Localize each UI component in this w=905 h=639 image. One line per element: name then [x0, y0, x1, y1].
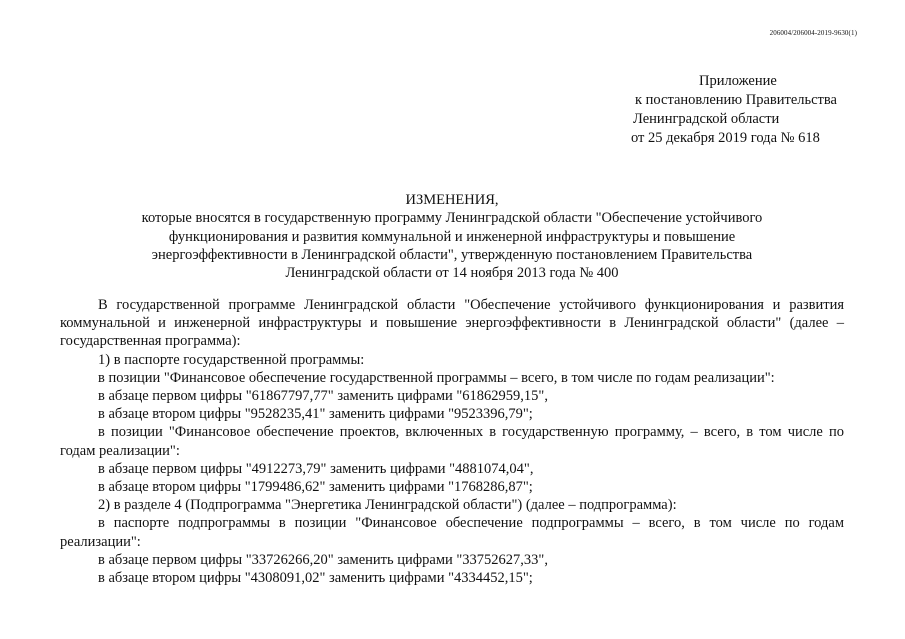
title-heading: ИЗМЕНЕНИЯ, — [405, 192, 499, 208]
title-line: энергоэффективности в Ленинградской области", утвержденную постановлением Правительства — [151, 246, 753, 263]
appendix-title: Приложение — [699, 73, 777, 89]
title-line: которые вносятся в государственную программу Ленинградской области "Обеспечение устойчивого — [141, 210, 763, 227]
paragraph: в позиции "Финансовое обеспечение проектов, включенных в государственную программу, – всего, в том числе по годам реализации": — [60, 424, 844, 459]
paragraph: в абзаце втором цифры "9528235,41" заменить цифрами "9523396,79"; — [98, 406, 533, 423]
document-id: 206004/206004-2019-9630(1) — [769, 29, 857, 37]
appendix-block — [631, 72, 837, 148]
paragraph: в абзаце первом цифры "61867797,77" заменить цифрами "61862959,15", — [98, 388, 548, 405]
document-body — [60, 296, 844, 587]
paragraph: в абзаце первом цифры "33726266,20" заменить цифрами "33752627,33", — [98, 551, 548, 568]
intro-paragraph: В государственной программе Ленинградской области "Обеспечение устойчивого функционирования и развития коммунальной и инженерной инфраструктуры и повышение энергоэффективности в Ленинградской области" (далее – государственная программа): — [60, 297, 844, 350]
document-title — [60, 191, 844, 282]
appendix-line: Ленинградской области — [633, 111, 780, 127]
appendix-date: от 25 декабря 2019 года № 618 — [631, 130, 820, 146]
paragraph: 2) в разделе 4 (Подпрограмма "Энергетика Ленинградской области") (далее – подпрограмма): — [98, 497, 677, 514]
paragraph: в паспорте подпрограммы в позиции "Финансовое обеспечение подпрограммы – всего, в том числе по годам реализации": — [60, 515, 844, 550]
paragraph: в абзаце втором цифры "4308091,02" заменить цифрами "4334452,15"; — [98, 570, 533, 587]
paragraph: в абзаце втором цифры "1799486,62" заменить цифрами "1768286,87"; — [98, 479, 533, 496]
paragraph: 1) в паспорте государственной программы: — [98, 351, 365, 368]
title-line: Ленинградской области от 14 ноября 2013 года № 400 — [285, 265, 619, 282]
title-line: функционирования и развития коммунальной и инженерной инфраструктуры и повышение — [168, 228, 736, 245]
paragraph: в абзаце первом цифры "4912273,79" заменить цифрами "4881074,04", — [98, 460, 534, 477]
appendix-line: к постановлению Правительства — [635, 92, 837, 108]
paragraph: в позиции "Финансовое обеспечение государственной программы – всего, в том числе по годам реализации": — [98, 369, 775, 386]
